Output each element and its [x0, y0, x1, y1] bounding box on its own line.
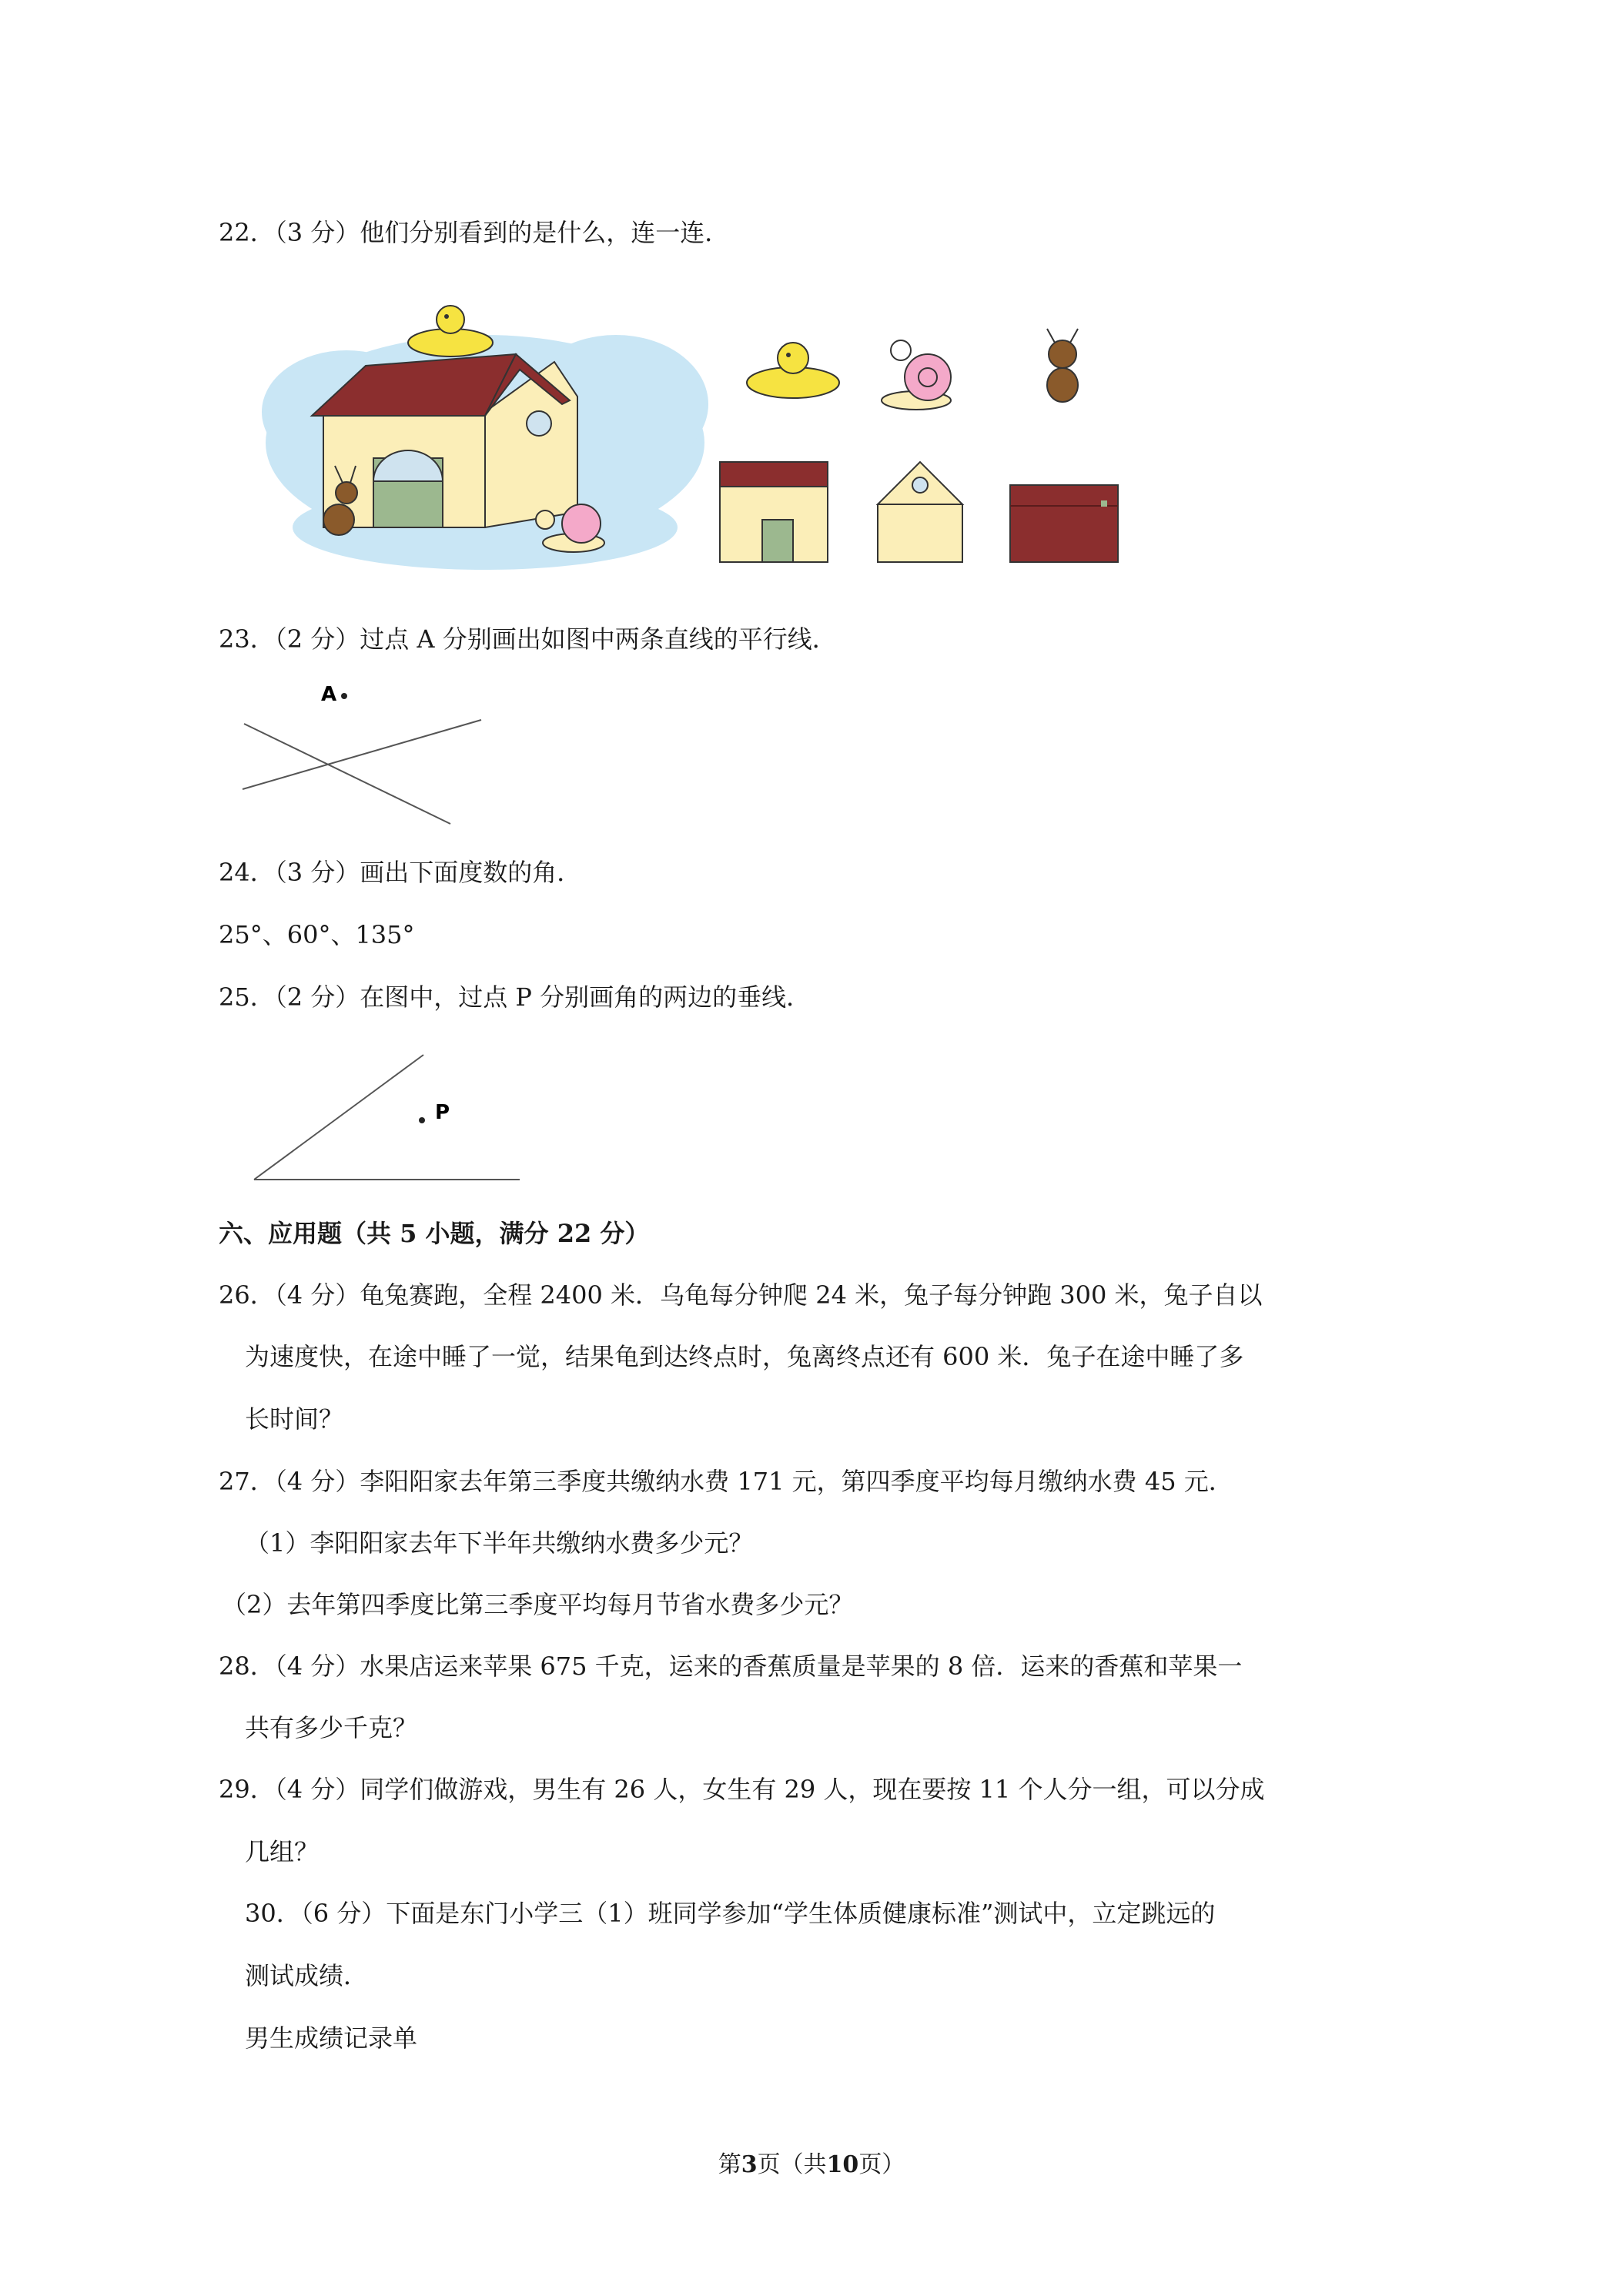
q27-line-1: 27．（4 分）李阳阳家去年第三季度共缴纳水费 171 元，第四季度平均每月缴纳水费 45 元． — [219, 1467, 1233, 1496]
q30-line-2: 测试成绩． — [245, 1961, 369, 1990]
option-top-view[interactable] — [1010, 485, 1118, 562]
point-p-label: P — [435, 1101, 450, 1124]
page-footer — [0, 2145, 1623, 2179]
q28-line-1: 28．（4 分）水果店运来苹果 675 千克，运来的香蕉质量是苹果的 8 倍．运来的香蕉和苹果一 — [219, 1652, 1243, 1681]
angle-side-oblique — [254, 1055, 423, 1180]
option-snail-icon[interactable] — [882, 340, 951, 410]
footer-total-pages: 10 — [826, 2151, 859, 2178]
q29-line-1: 29．（4 分）同学们做游戏，男生有 26 人，女生有 29 人，现在要按 11 个人分一组，可以分成 — [219, 1775, 1265, 1804]
point-a-label: A — [321, 683, 337, 706]
option-bird-icon[interactable] — [747, 343, 839, 398]
question-23: 23．（2 分）过点 A 分别画出如图中两条直线的平行线． — [219, 624, 837, 654]
bird-icon — [408, 306, 493, 356]
q22-figure — [254, 296, 1147, 574]
footer-mid: 页（共 — [757, 2151, 827, 2178]
q27-sub-2: （2）去年第四季度比第三季度平均每月节省水费多少元？ — [222, 1590, 854, 1619]
question-24: 24．（3 分）画出下面度数的角． — [219, 858, 582, 887]
point-a — [341, 693, 347, 699]
q27-sub-1: （1）李阳阳家去年下半年共缴纳水费多少元？ — [245, 1528, 754, 1558]
q23-figure[interactable] — [227, 678, 489, 832]
q25-figure[interactable] — [246, 1043, 539, 1190]
question-22: 22．（3 分）他们分别看到的是什么，连一连． — [219, 218, 730, 247]
point-p — [419, 1117, 425, 1123]
footer-suffix: 页） — [858, 2151, 905, 2178]
section-6-heading: 六、应用题（共 5 小题，满分 22 分） — [219, 1219, 650, 1248]
line-1 — [243, 720, 481, 789]
q26-line-3: 长时间？ — [245, 1404, 344, 1434]
option-front-view[interactable] — [720, 462, 828, 562]
q28-line-2: 共有多少千克？ — [245, 1713, 418, 1742]
option-side-view[interactable] — [878, 462, 962, 562]
q30-line-3: 男生成绩记录单 — [245, 2023, 418, 2053]
question-25: 25．（2 分）在图中，过点 P 分别画角的两边的垂线． — [219, 982, 812, 1012]
footer-prefix: 第 — [718, 2151, 741, 2178]
line-2 — [244, 724, 450, 824]
q26-line-2: 为速度快，在途中睡了一觉，结果龟到达终点时，兔离终点还有 600 米．兔子在途中睡了多 — [245, 1342, 1244, 1371]
option-ant-icon[interactable] — [1047, 329, 1078, 402]
footer-page-number: 3 — [741, 2151, 758, 2178]
q24-angles: 25°、60°、135° — [219, 920, 415, 949]
q30-line-1: 30．（6 分）下面是东门小学三（1）班同学参加“学生体质健康标准”测试中，立定跳远的 — [245, 1899, 1216, 1928]
q26-line-1: 26．（4 分）龟兔赛跑，全程 2400 米．乌龟每分钟爬 24 米，兔子每分钟跑 300 米，兔子自以 — [219, 1280, 1263, 1310]
q29-line-2: 几组？ — [245, 1837, 320, 1866]
snail-icon — [536, 504, 604, 552]
